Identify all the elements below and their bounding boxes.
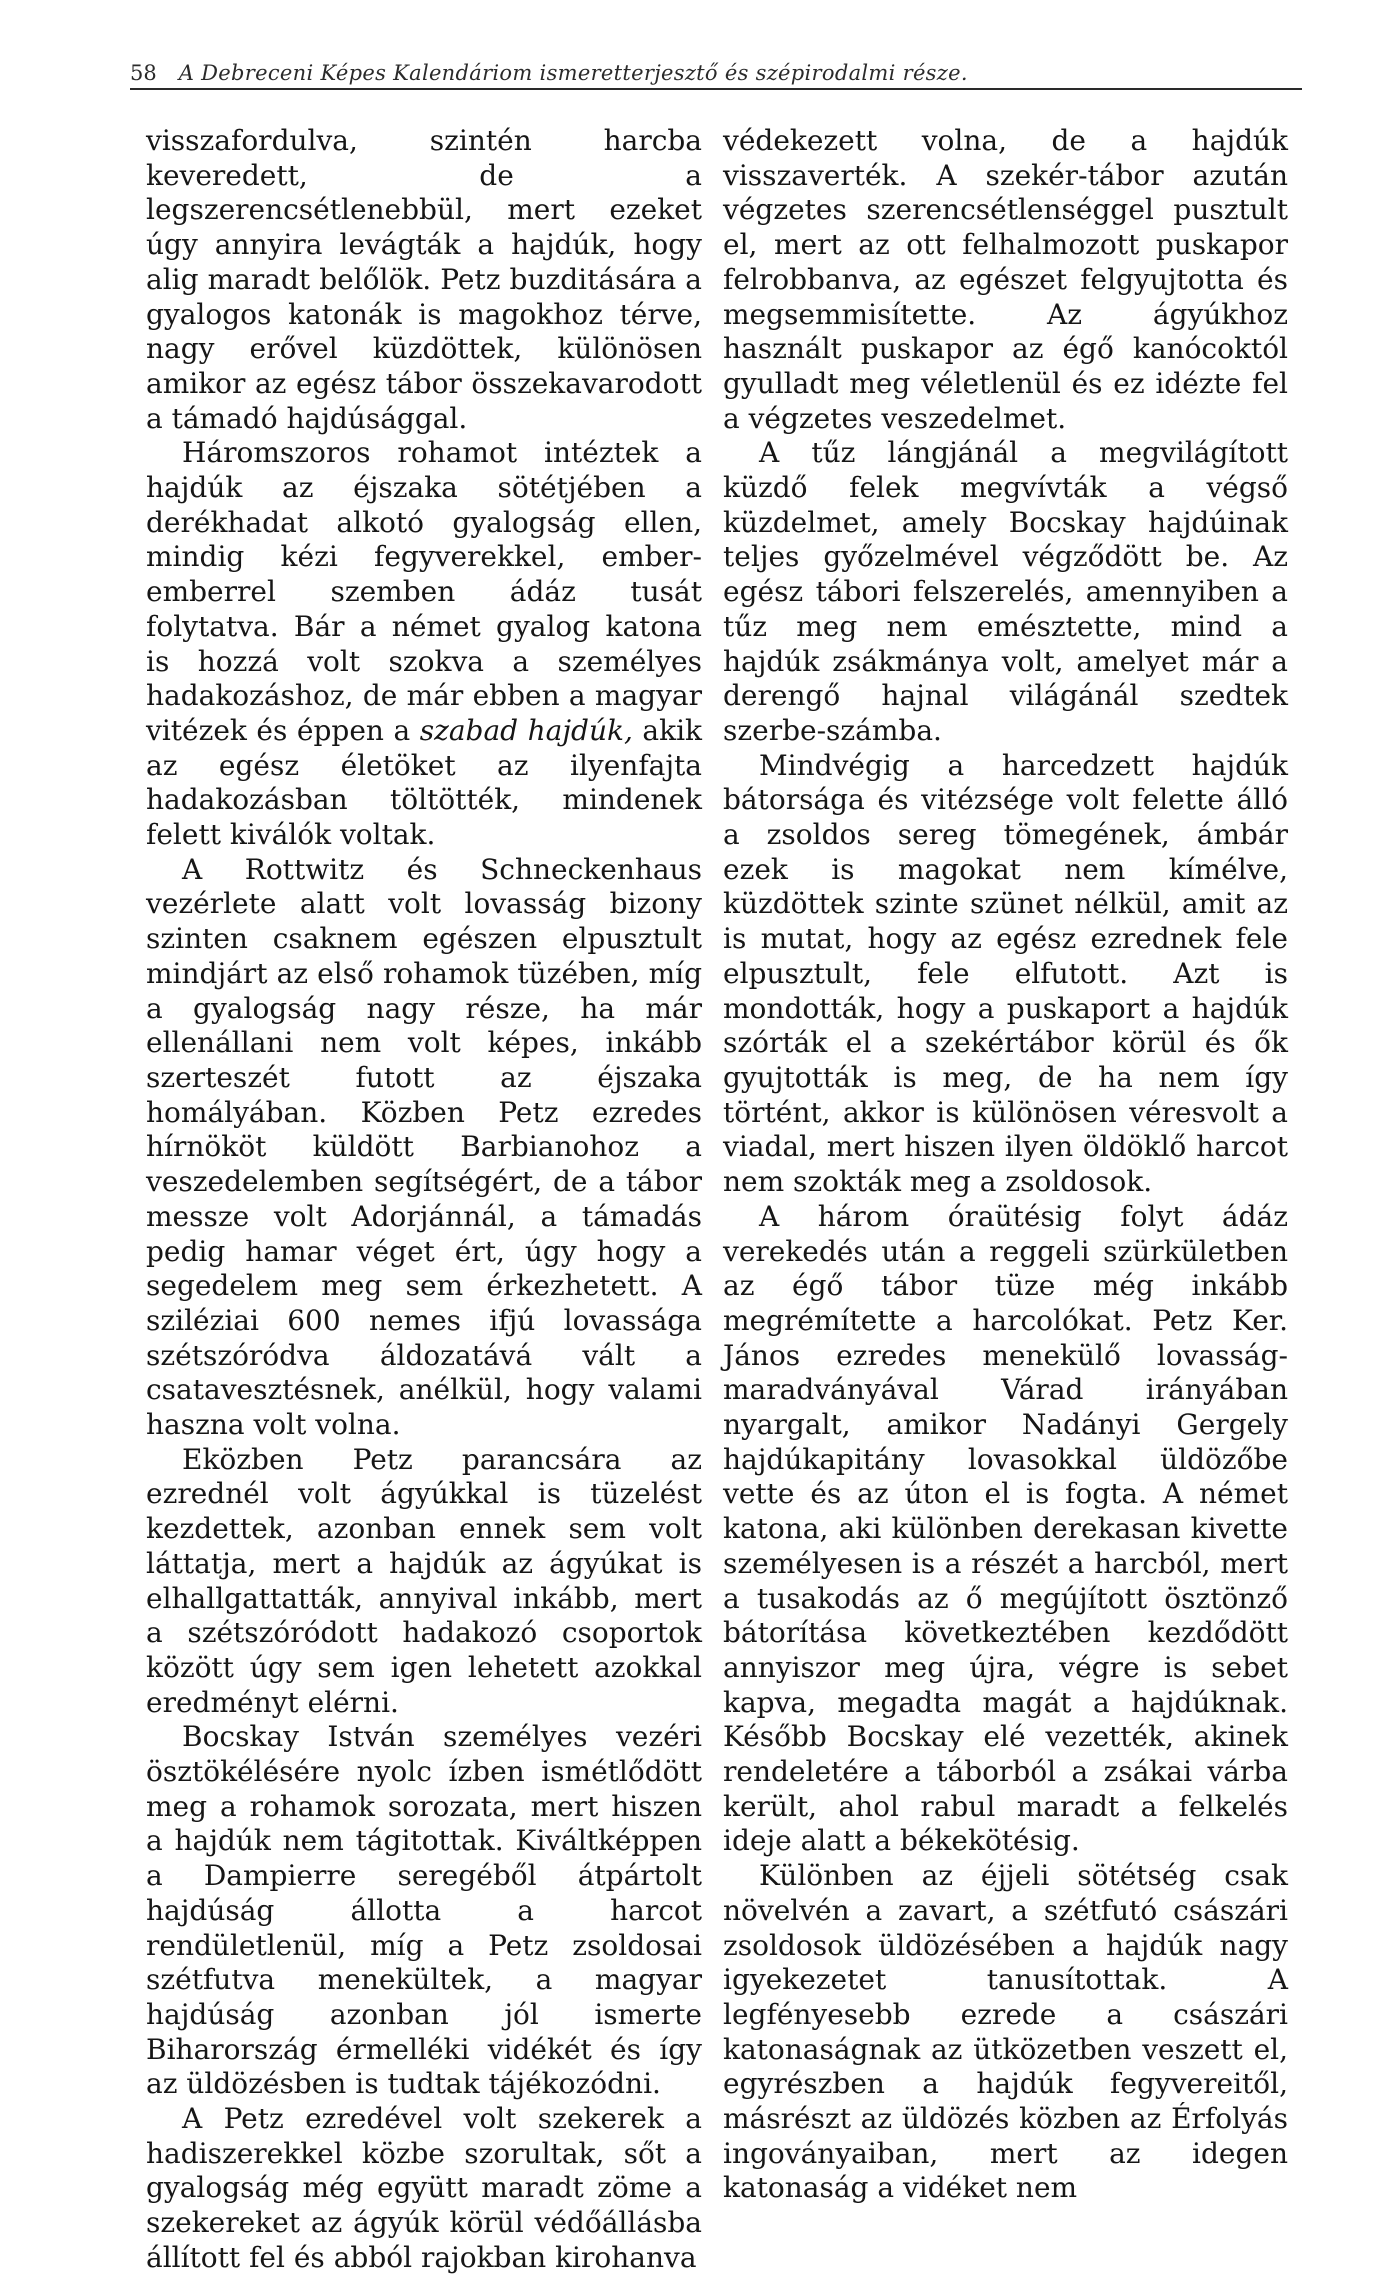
paragraph-text: Háromszoros rohamot intéztek a hajdúk az éjszaka sötétjében a derékhadat alkotó gyalogság ellen, mindig kézi fegyverekkel, ember-emberrel szemben ádáz tusát folytatva. Bár a német gyalog katona is hozzá volt szokva a személyes hadakozáshoz, de már ebben a magyar vitézek és éppen a [146, 436, 702, 747]
paragraph: Különben az éjjeli sötétség csak növelvén a zavart, a szétfutó császári zsoldosok üldözésében a hajdúk nagy igyekezetet tanusítottak. A legfényesebb ezrede a császári katonaságnak az ütközetben veszett el, egyrészben a hajdúk fegyvereitől, másrészt az üldözés közben az Érfolyás ingoványaiban, mert az idegen katonaság a vidéket nem [723, 1859, 1288, 2205]
paragraph: A tűz lángjánál a megvilágított küzdő felek megvívták a végső küzdelmet, amely Bocskay hajdúinak teljes győzelmével végződött be. Az egész tábori felszerelés, amennyiben a tűz meg nem emésztette, mind a hajdúk zsákmánya volt, amelyet már a derengő hajnal világánál szedtek szerbe-számba. [723, 436, 1288, 747]
right-column [723, 124, 1288, 2206]
page-number: 58 [130, 61, 157, 85]
paragraph: A három óraütésig folyt ádáz verekedés után a reggeli szürkületben az égő tábor tüze még inkább megrémítette a harcolókat. Petz Ker. János ezredes menekülő lovasság-maradványával Várad irányában nyargalt, amikor Nadányi Gergely hajdúkapitány lovasokkal üldözőbe vette és az úton el is fogta. A német katona, aki különben derekasan kivette személyesen is a részét a harcból, mert a tusakodás az ő megújított ösztönző bátorítása következtében kezdődött annyiszor meg újra, végre is sebet kapva, megadta magát a hajdúknak. Később Bocskay elé vezették, akinek rendeletére a táborból a zsákai várba került, ahol rabul maradt a felkelés ideje alatt a békekötésig. [723, 1199, 1288, 1858]
paragraph-text: akik az egész életöket az ilyenfajta hadakozásban töltötték, mindenek felett kiválók voltak. [146, 713, 703, 852]
paragraph: Mindvégig a harcedzett hajdúk bátorsága és vitézsége volt felette álló a zsoldos sereg tömegének, ámbár ezek is magokat nem kímélve, küzdöttek szinte szünet nélkül, amit az is mutat, hogy az egész ezrednek fele elpusztult, fele elfutott. Azt is mondották, hogy a puskaport a hajdúk szórták el a szekértábor körül és ők gyujtották is meg, de ha nem így történt, akkor is különösen véresvolt a viadal, mert hiszen ilyen öldöklő harcot nem szokták meg a zsoldosok. [723, 748, 1288, 1199]
paragraph: A Rottwitz és Schneckenhaus vezérlete alatt volt lovasság bizony szinten csaknem egészen elpusztult mindjárt az első rohamok tüzében, míg a gyalogság nagy része, ha már ellenállani nem volt képes, inkább szerteszét futott az éjszaka homályában. Közben Petz ezredes hírnököt küldött Barbianohoz a veszedelemben segítségért, de a tábor messze volt Adorjánnál, a támadás pedig hamar véget ért, úgy hogy a segedelem meg sem érkezhetett. A sziléziai 600 nemes ifjú lovassága szétszóródva áldozatává vált a csatavesztésnek, anélkül, hogy valami haszna volt volna. [146, 852, 702, 1442]
emphasis-text: szabad hajdúk, [419, 713, 633, 747]
left-column [146, 124, 702, 2276]
paragraph: Bocskay István személyes vezéri ösztökélésére nyolc ízben ismétlődött meg a rohamok sorozata, mert hiszen a hajdúk nem tágitottak. Kiváltképpen a Dampierre seregéből átpártolt hajdúság állotta a harcot rendületlenül, míg a Petz zsoldosai szétfutva menekültek, a magyar hajdúság azonban jól ismerte Biharország érmelléki vidékét és így az üldözésben is tudtak tájékozódni. [146, 1720, 702, 2101]
paragraph: A Petz ezredével volt szekerek a hadiszerekkel közbe szorultak, sőt a gyalogság még együtt maradt zöme a szekereket az ágyúk körül védőállásba állított fel és abból rajokban kirohanva [146, 2102, 702, 2274]
paragraph [146, 436, 702, 852]
paragraph: Eközben Petz parancsára az ezrednél volt ágyúkkal is tüzelést kezdettek, azonban ennek sem volt láttatja, mert a hajdúk az ágyúkat is elhallgattatták, annyival inkább, mert a szétszóródott hadakozó csoportok között úgy sem igen lehetett azokkal eredményt elérni. [146, 1442, 702, 1719]
running-title: A Debreceni Képes Kalendáriom ismeretterjesztő és szépirodalmi része. [178, 61, 968, 85]
paragraph: védekezett volna, de a hajdúk visszaverték. A szekér-tábor azután végzetes szerencsétlenséggel pusztult el, mert az ott felhalmozott puskapor felrobbanva, az egészet felgyujtotta és megsemmisítette. Az ágyúkhoz használt puskapor az égő kanócoktól gyulladt meg véletlenül és ez idézte fel a végzetes veszedelmet. [723, 124, 1288, 435]
running-header [130, 60, 1302, 90]
paragraph: visszafordulva, szintén harcba keveredett, de a legszerencsétlenebbül, mert ezeket úgy annyira levágták a hajdúk, hogy alig maradt belőlök. Petz buzditására a gyalogos katonák is magokhoz térve, nagy erővel küzdöttek, különösen amikor az egész tábor összekavarodott a támadó hajdúsággal. [146, 124, 702, 435]
